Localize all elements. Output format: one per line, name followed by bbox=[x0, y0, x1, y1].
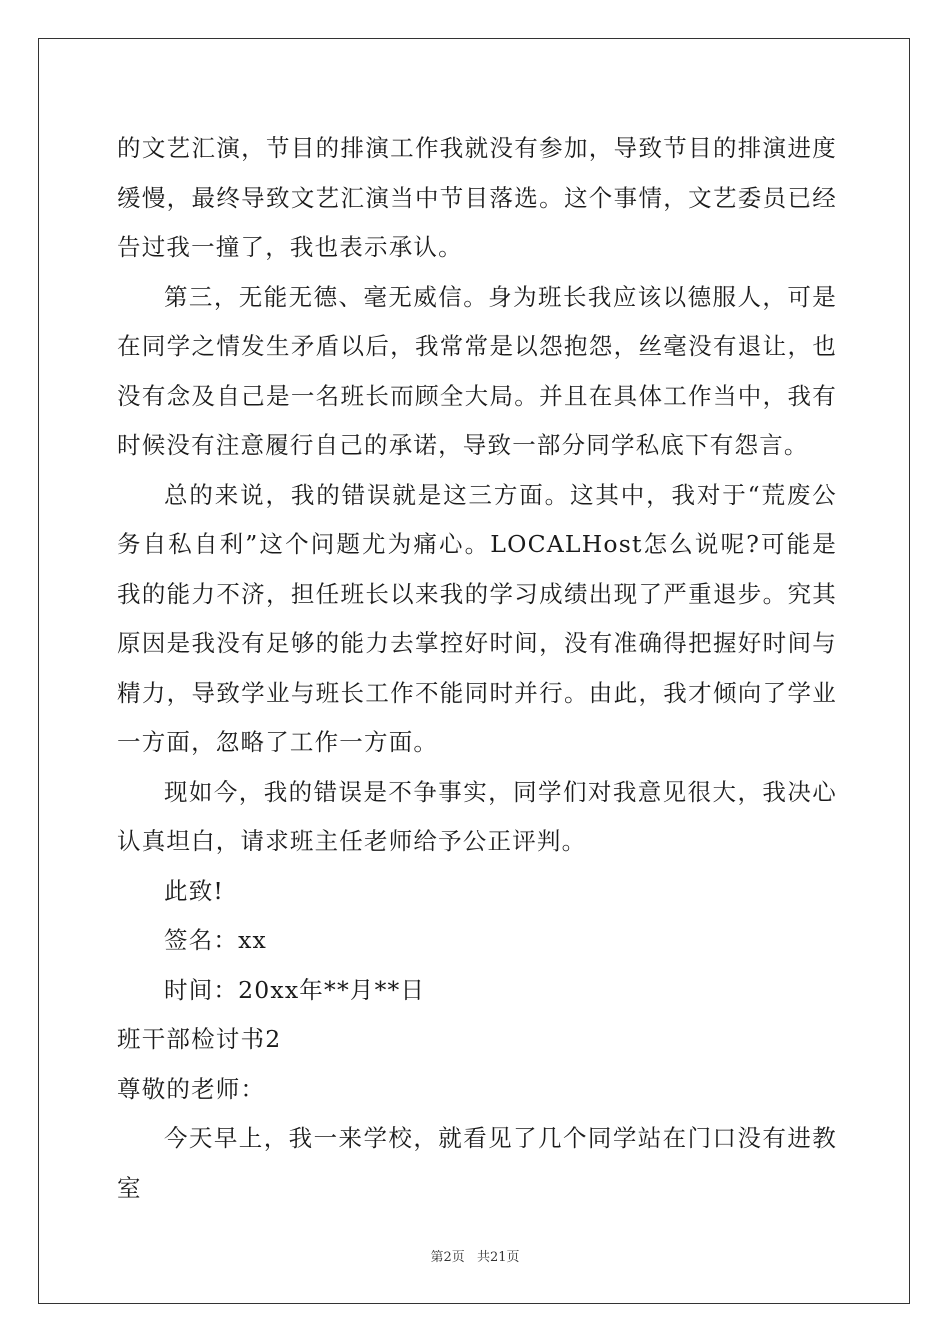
signature-line: 签名：xx bbox=[164, 926, 268, 954]
section-title: 班干部检讨书2 bbox=[117, 1025, 282, 1053]
body-paragraph: 第三，无能无德、毫无威信。身为班长我应该以德服人，可是在同学之情发生矛盾以后，我常常是以怨抱怨，丝毫没有退让，也没有念及自己是一名班长而顾全大局。并且在具体工作当中，我有时候没有注意履行自己的承诺，导致一部分同学私底下有怨言。 bbox=[117, 282, 837, 459]
page-total: 共21页 bbox=[476, 1250, 520, 1265]
body-paragraph: 今天早上，我一来学校，就看见了几个同学站在门口没有进教室 bbox=[117, 1124, 837, 1202]
page-number: 第2页 bbox=[430, 1250, 465, 1265]
body-paragraph: 的文艺汇演，节目的排演工作我就没有参加，导致节目的排演进度缓慢，最终导致文艺汇演当中节目落选。这个事情，文艺委员已经告过我一撞了，我也表示承认。 bbox=[117, 134, 837, 261]
body-paragraph: 总的来说，我的错误就是这三方面。这其中，我对于“荒废公务自私自利”这个问题尤为痛心。LOCALHost怎么说呢?可能是我的能力不济，担任班长以来我的学习成绩出现了严重退步。究其原因是我没有足够的能力去掌控好时间，没有准确得把握好时间与精力，导致学业与班长工作不能同时并行。由此，我才倾向了学业一方面，忽略了工作一方面。 bbox=[117, 480, 837, 756]
body-paragraph: 现如今，我的错误是不争事实，同学们对我意见很大，我决心认真坦白，请求班主任老师给予公正评判。 bbox=[117, 777, 837, 855]
closing-salutation: 此致! bbox=[164, 876, 225, 905]
document-body bbox=[117, 124, 837, 1213]
page-footer bbox=[0, 1246, 950, 1265]
date-line: 时间：20xx年**月**日 bbox=[164, 975, 426, 1004]
greeting-line: 尊敬的老师： bbox=[117, 1074, 266, 1103]
